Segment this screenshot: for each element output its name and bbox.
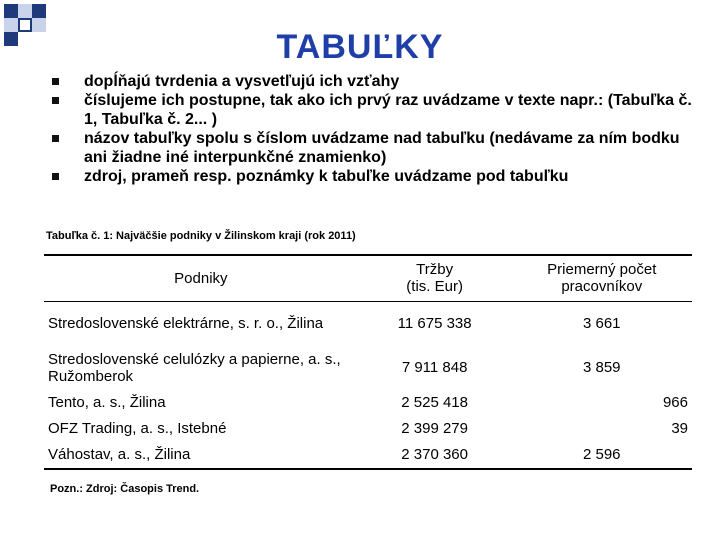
cell-revenue: 2 525 418 [401, 394, 468, 411]
table-row [44, 346, 692, 390]
bullet-text: názov tabuľky spolu s číslom uvádzame nad tabuľku (nedávame za ním bodku ani žiadne iné interpunkčné znamienko) [84, 130, 680, 166]
deco-square-dark [32, 4, 46, 18]
cell-revenue: 2 399 279 [401, 420, 468, 437]
bullet-item [52, 72, 692, 91]
page-title: TABUĽKY [276, 28, 444, 66]
square-bullet-icon [52, 135, 59, 142]
header-company: Podniky [174, 269, 228, 287]
table-row [44, 442, 692, 469]
header-revenue-unit: (tis. Eur) [406, 278, 463, 296]
cell-company: OFZ Trading, a. s., Istebné [48, 420, 227, 437]
header-revenue-title: Tržby [416, 261, 454, 279]
bullet-text: zdroj, prameň resp. poznámky k tabuľke uvádzame pod tabuľku [84, 168, 569, 185]
cell-revenue: 2 370 360 [401, 446, 468, 463]
header-employees: Priemerný počet pracovníkov [547, 261, 657, 296]
cell-revenue: 11 675 338 [397, 315, 472, 332]
cell-company: Váhostav, a. s., Žilina [48, 446, 191, 463]
cell-employees: 39 [671, 420, 688, 437]
table-header-row [44, 255, 692, 301]
cell-company: Tento, a. s., Žilina [48, 394, 166, 411]
bullet-item [52, 129, 692, 167]
cell-company: Stredoslovenské celulózky a papierne, a. s., Ružomberok [48, 350, 341, 385]
table-row [44, 390, 692, 416]
cell-employees: 3 859 [582, 359, 621, 376]
deco-square-dark [4, 4, 18, 18]
bullet-list [52, 72, 692, 186]
cell-employees: 2 596 [582, 446, 621, 463]
deco-square-light [18, 4, 32, 18]
bullet-item [52, 167, 692, 186]
cell-employees: 3 661 [582, 315, 621, 332]
bullet-text: dopĺňajú tvrdenia a vysvetľujú ich vzťahy [84, 73, 400, 90]
table-caption: Tabuľka č. 1: Najväčšie podniky v Žilinskom kraji (rok 2011) [46, 230, 356, 242]
table-row [44, 416, 692, 442]
square-bullet-icon [52, 78, 59, 85]
table-row [44, 301, 692, 346]
square-bullet-icon [52, 97, 59, 104]
header-revenue [358, 255, 512, 301]
table-note: Pozn.: Zdroj: Časopis Trend. [50, 483, 200, 495]
bullet-text: číslujeme ich postupne, tak ako ich prvý raz uvádzame v texte napr.: (Tabuľka č. 1, Tabuľka č. 2... ) [84, 92, 692, 128]
cell-revenue: 7 911 848 [401, 359, 468, 376]
cell-company: Stredoslovenské elektrárne, s. r. o., Žilina [48, 315, 324, 332]
cell-employees: 966 [662, 394, 688, 411]
bullet-item [52, 91, 692, 129]
companies-table [44, 254, 692, 470]
square-bullet-icon [52, 173, 59, 180]
